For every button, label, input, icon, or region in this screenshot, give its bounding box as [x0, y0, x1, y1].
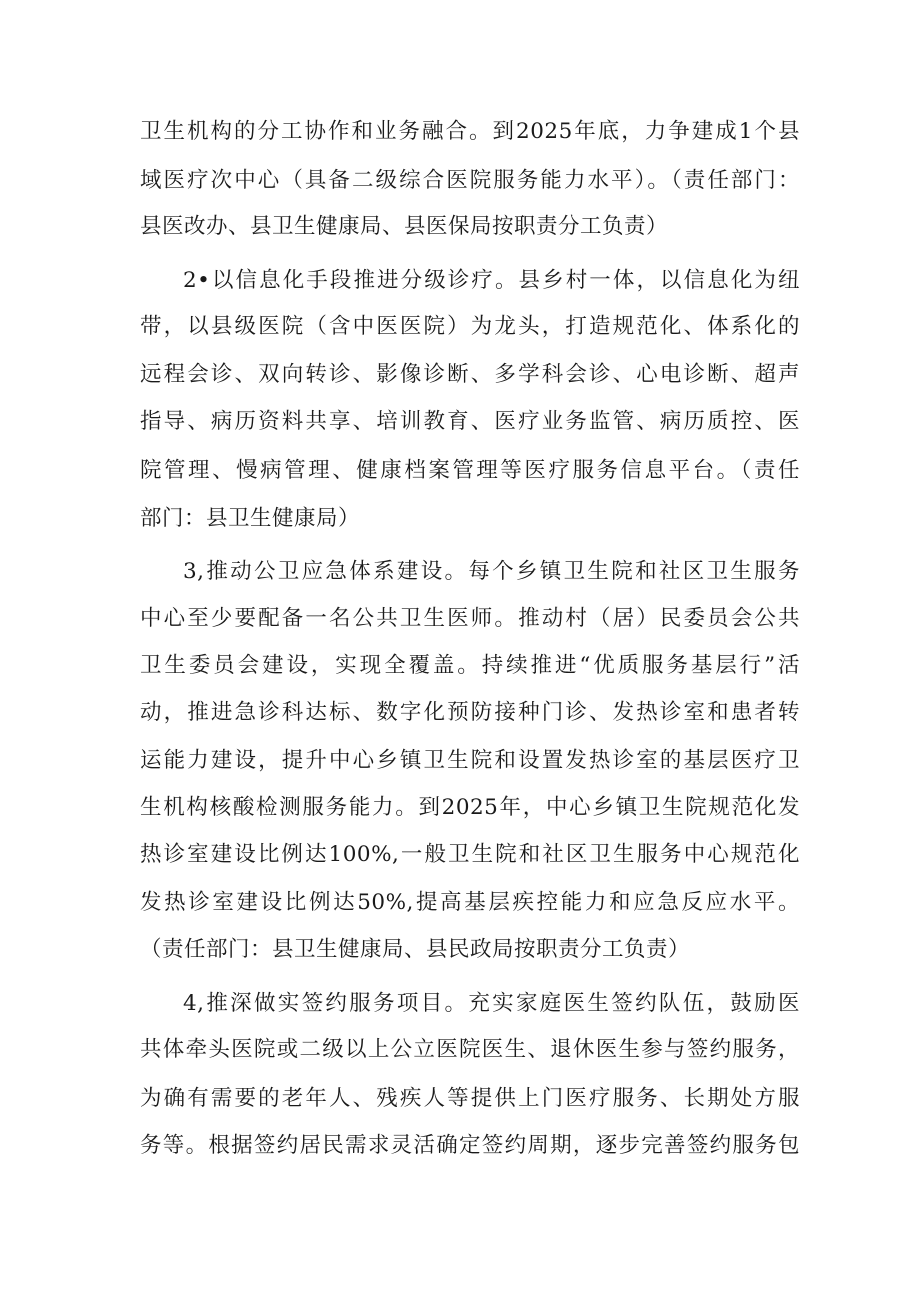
text-line: 中心至少要配备一名公共卫生医师。推动村（居）民委员会公共 — [140, 606, 800, 631]
text-line: 生机构核酸检测服务能力。到2025年，中心乡镇卫生院规范化发 — [140, 795, 800, 820]
text-line: 远程会诊、双向转诊、影像诊断、多学科会诊、心电诊断、超声 — [140, 362, 800, 387]
text-line: 为确有需要的老年人、残疾人等提供上门医疗服务、长期处方服 — [140, 1086, 800, 1111]
paragraph-first-line: 4,推深做实签约服务项目。充实家庭医生签约队伍，鼓励医 — [183, 991, 800, 1016]
text-line: 卫生机构的分工协作和业务融合。到2025年底，力争建成1个县 — [140, 119, 800, 144]
paragraph-first-line: 2•以信息化手段推进分级诊疗。县乡村一体，以信息化为纽 — [183, 268, 800, 293]
text-line: 指导、病历资料共享、培训教育、医疗业务监管、病历质控、医 — [140, 409, 800, 434]
text-line: 县医改办、县卫生健康局、县医保局按职责分工负责） — [140, 214, 669, 239]
text-line: 带，以县级医院（含中医医院）为龙头，打造规范化、体系化的 — [140, 314, 800, 339]
text-line: 热诊室建设比例达100%,一般卫生院和社区卫生服务中心规范化 — [140, 842, 800, 867]
text-line: 动，推进急诊科达标、数字化预防接种门诊、发热诊室和患者转 — [140, 700, 800, 725]
text-line: 运能力建设，提升中心乡镇卫生院和设置发热诊室的基层医疗卫 — [140, 748, 800, 773]
text-line: 院管理、慢病管理、健康档案管理等医疗服务信息平台。（责任 — [140, 458, 800, 483]
text-line: 务等。根据签约居民需求灵活确定签约周期，逐步完善签约服务包 — [140, 1133, 800, 1158]
text-line: 卫生委员会建设，实现全覆盖。持续推进“优质服务基层行”活 — [140, 653, 800, 678]
paragraph-first-line: 3,推动公卫应急体系建设。每个乡镇卫生院和社区卫生服务 — [183, 559, 800, 584]
text-line: 部门：县卫生健康局） — [140, 506, 361, 531]
text-line: 共体牵头医院或二级以上公立医院医生、退休医生参与签约服务， — [140, 1037, 800, 1062]
text-line: 发热诊室建设比例达50%,提高基层疾控能力和应急反应水平。 — [140, 890, 800, 915]
text-line: （责任部门：县卫生健康局、县民政局按职责分工负责） — [140, 937, 691, 962]
text-line: 域医疗次中心（具备二级综合医院服务能力水平）。（责任部门： — [140, 168, 800, 193]
